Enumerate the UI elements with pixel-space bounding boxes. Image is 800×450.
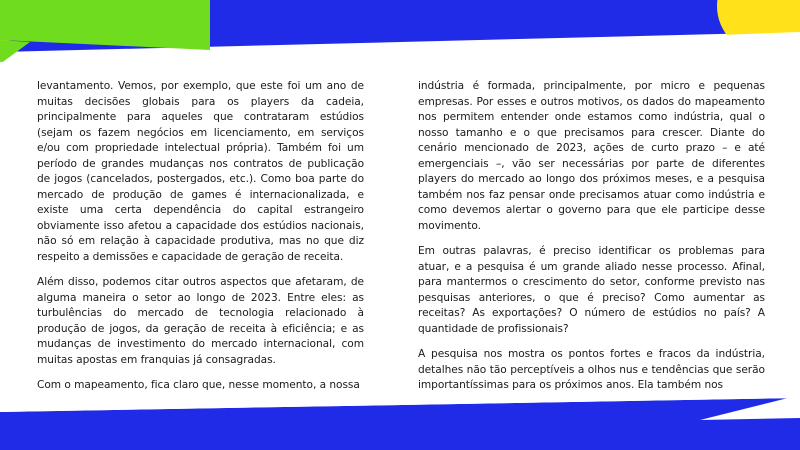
right-paragraph-3: A pesquisa nos mostra os pontos fortes e fracos da indústria, detalhes não tão perceptíveis a olhos nus e tendências que serão importantíssimas para os próximos anos. Ela também nos [418, 348, 765, 391]
left-paragraph-2: Além disso, podemos citar outros aspectos que afetaram, de alguma maneira o setor ao longo de 2023. Entre eles: as turbulências do mercado de tecnologia relacionado à produção de jogos, da geração de receita à eficiência; e as mudanças de investimento do mercado internacional, com muitas apostas em franquias já consagradas. [37, 276, 364, 366]
top-left-green-sliver [0, 40, 30, 64]
right-paragraph-2: Em outras palavras, é preciso identificar os problemas para atuar, e a pesquisa é um grande aliado nesse processo. Afinal, para mantermos o crescimento do setor, conforme previsto nas pesquisas anteriores, o que é preciso? Como aumentar as receitas? As exportações? O número de estúdios no país? A quantidade de profissionais? [418, 245, 765, 335]
left-text-column [37, 79, 364, 404]
left-paragraph-3: Com o mapeamento, fica claro que, nesse momento, a nossa [37, 379, 360, 391]
right-paragraph-1: indústria é formada, principalmente, por micro e pequenas empresas. Por esses e outros motivos, os dados do mapeamento nos permitem entender onde estamos como indústria, qual o nosso tamanho e o que precisamos para crescer. Diante do cenário mencionado de 2023, ações de curto prazo – e até emergenciais –, vão ser necessárias por parte de diferentes players do mercado ao longo dos próximos meses, e a pesquisa também nos faz pensar onde precisamos atuar como indústria e como devemos alertar o governo para que ele participe desse movimento. [418, 80, 765, 232]
right-text-column [418, 79, 765, 404]
left-paragraph-1: levantamento. Vemos, por exemplo, que este foi um ano de muitas decisões globais para os players da cadeia, principalmente para aqueles que contrataram estúdios (sejam os fazem negócios em licenciamento, em serviços e/ou com propriedade intelectual própria). Também foi um período de grandes mudanças nos contratos de publicação de jogos (cancelados, postergados, etc.). Como boa parte do mercado de produção de games é internacionalizada, e existe uma certa dependência do capital estrangeiro obviamente isso afetou a capacidade dos estúdios nacionais, não só em relação à capacidade produtiva, mas no que diz respeito a demissões e capacidade de geração de receita. [37, 80, 364, 263]
